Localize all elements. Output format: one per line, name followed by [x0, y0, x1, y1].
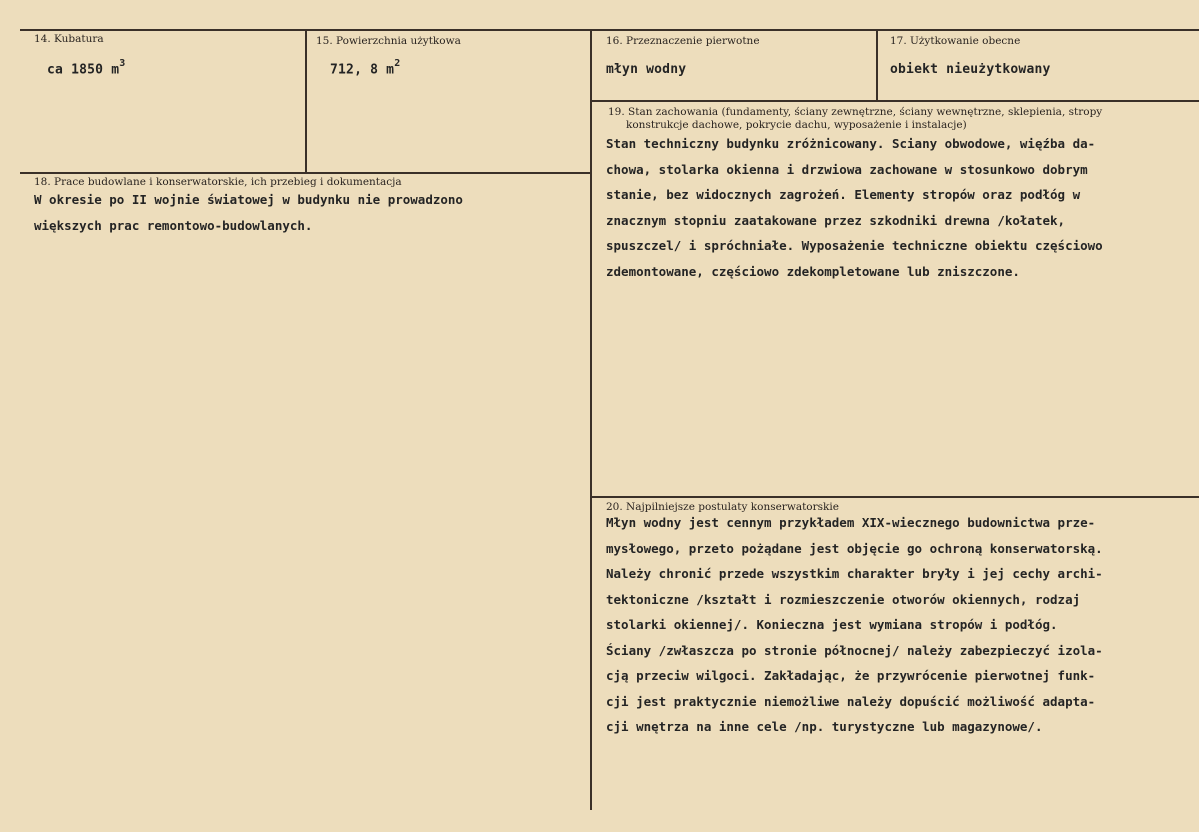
text-line: mysłowego, przeto pożądane jest objęcie go ochroną konserwatorską.	[606, 540, 1103, 556]
text-line: znacznym stopniu zaatakowane przez szkodniki drewna /kołatek,	[606, 212, 1066, 228]
divider-row-16-17	[591, 100, 1199, 102]
field-14-value	[47, 60, 125, 77]
field-15-number: 712, 8 m	[330, 62, 395, 78]
text-line: zdemontowane, częściowo zdekompletowane lub zniszczone.	[606, 263, 1020, 279]
field-16-label: 16. Przeznaczenie pierwotne	[606, 35, 760, 47]
field-18-label: 18. Prace budowlane i konserwatorskie, ich przebieg i dokumentacja	[34, 176, 402, 188]
divider-14-15	[305, 30, 307, 172]
field-14-exponent: 3	[119, 58, 126, 69]
divider-16-17	[876, 30, 878, 100]
field-20-text	[606, 515, 1103, 745]
text-line: spuszczel/ i spróchniałe. Wyposażenie techniczne obiektu częściowo	[606, 238, 1103, 253]
text-line: Stan techniczny budynku zróżnicowany. Sciany obwodowe, więźba da-	[606, 136, 1096, 151]
text-line: cji jest praktycznie niemożliwe należy dopuścić możliwość adapta-	[606, 693, 1096, 709]
text-line: stolarki okiennej/. Konieczna jest wymiana stropów i podłóg.	[606, 617, 1058, 632]
text-line: Ściany /zwłaszcza po stronie północnej/ należy zabezpieczyć izola-	[606, 642, 1103, 658]
field-15-exponent: 2	[394, 58, 401, 69]
text-line: cji wnętrza na inne cele /np. turystyczne lub magazynowe/.	[606, 719, 1043, 734]
top-border	[20, 29, 1199, 31]
field-15-value	[330, 60, 400, 77]
text-line: stanie, bez widocznych zagrożeń. Elementy stropów oraz podłóg w	[606, 187, 1081, 202]
field-16-value: młyn wodny	[606, 62, 687, 77]
field-18-text	[34, 192, 463, 243]
text-line: tektoniczne /kształt i rozmieszczenie otworów okiennych, rodzaj	[606, 591, 1081, 607]
field-17-value: obiekt nieużytkowany	[890, 62, 1051, 77]
field-17-label: 17. Użytkowanie obecne	[890, 35, 1021, 47]
text-line: W okresie po II wojnie światowej w budynku nie prowadzono	[34, 192, 463, 207]
field-19-label-line-2: konstrukcje dachowe, pokrycie dachu, wyposażenie i instalacje)	[626, 119, 967, 131]
text-line: chowa, stolarka okienna i drzwiowa zachowane w stosunkowo dobrym	[606, 161, 1088, 177]
field-14-number: ca 1850 m	[47, 62, 120, 78]
text-line: większych prac remontowo-budowlanych.	[34, 217, 313, 233]
divider-row-18	[20, 172, 591, 174]
field-19-text	[606, 136, 1103, 289]
divider-row-20	[591, 496, 1199, 498]
field-19-label-line-1: 19. Stan zachowania (fundamenty, ściany zewnętrzne, ściany wewnętrzne, sklepienia, stropy	[608, 106, 1103, 118]
field-20-label: 20. Najpilniejsze postulaty konserwatorskie	[606, 501, 839, 513]
main-vertical-divider	[590, 30, 592, 810]
field-14-label: 14. Kubatura	[34, 33, 104, 45]
text-line: cją przeciw wilgoci. Zakładając, że przywrócenie pierwotnej funk-	[606, 668, 1096, 683]
text-line: Należy chronić przede wszystkim charakter bryły i jej cechy archi-	[606, 566, 1103, 581]
field-15-label: 15. Powierzchnia użytkowa	[316, 35, 461, 47]
text-line: Młyn wodny jest cennym przykładem XIX-wiecznego budownictwa prze-	[606, 515, 1096, 530]
